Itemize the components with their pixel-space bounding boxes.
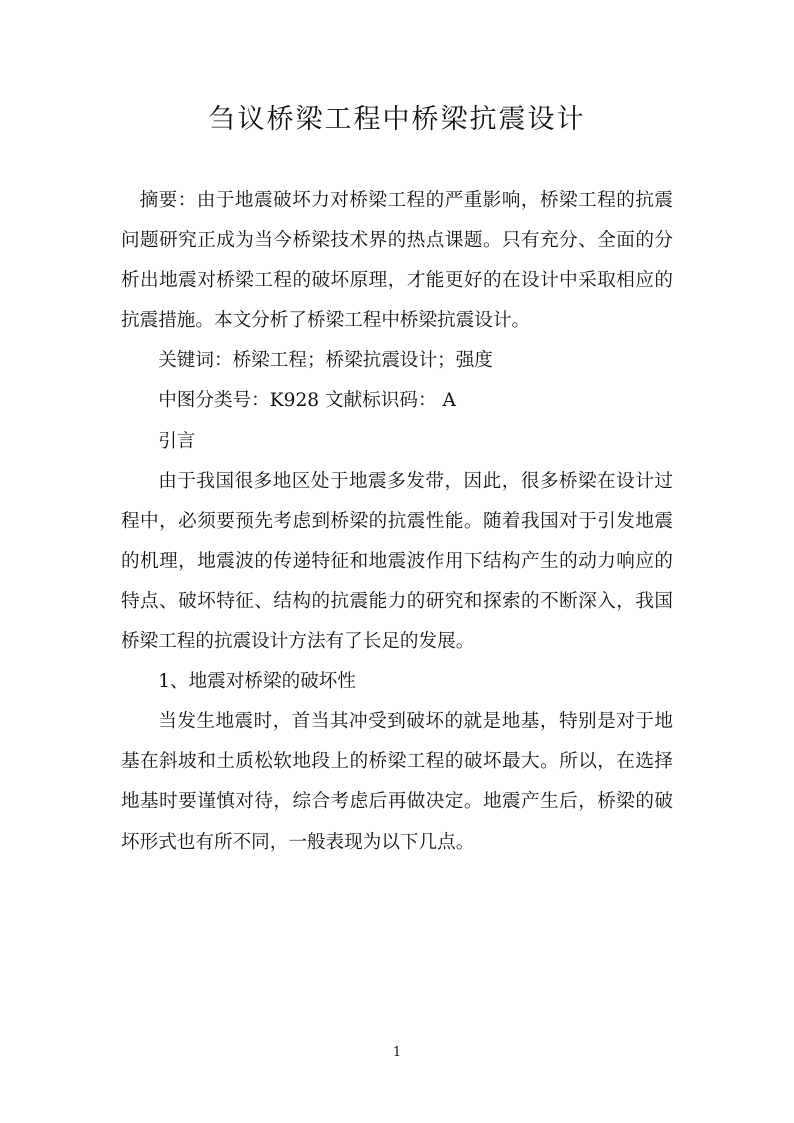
keywords-line: 关键词：桥梁工程；桥梁抗震设计；强度 (158, 350, 493, 372)
page-number: 1 (392, 1045, 402, 1060)
section-1-paragraph: 当发生地震时，首当其冲受到破坏的就是地基，特别是对于地基在斜坡和土质松软地段上的桥梁工程的破坏最大。所以，在选择地基时要谨慎对待，综合考虑后再做决定。地震产生后，桥梁的破坏形式也有所不同，一般表现为以下几点。 (121, 711, 673, 853)
classification-line: 中图分类号：K928 文献标识码： A (158, 390, 456, 412)
section-1-heading: 1、地震对桥梁的破坏性 (158, 671, 356, 693)
abstract-paragraph: 摘要：由于地震破坏力对桥梁工程的严重影响，桥梁工程的抗震问题研究正成为当今桥梁技术界的热点课题。只有充分、全面的分析出地震对桥梁工程的破坏原理，才能更好的在设计中采取相应的抗震措施。本文分析了桥梁工程中桥梁抗震设计。 (121, 190, 673, 332)
document-title: 刍议桥梁工程中桥梁抗震设计 (208, 104, 586, 135)
introduction-heading: 引言 (158, 430, 196, 452)
document-body (121, 181, 673, 863)
introduction-paragraph: 由于我国很多地区处于地震多发带，因此，很多桥梁在设计过程中，必须要预先考虑到桥梁的抗震性能。随着我国对于引发地震的机理，地震波的传递特征和地震波作用下结构产生的动力响应的特点、破坏特征、结构的抗震能力的研究和探索的不断深入，我国桥梁工程的抗震设计方法有了长足的发展。 (121, 470, 673, 653)
